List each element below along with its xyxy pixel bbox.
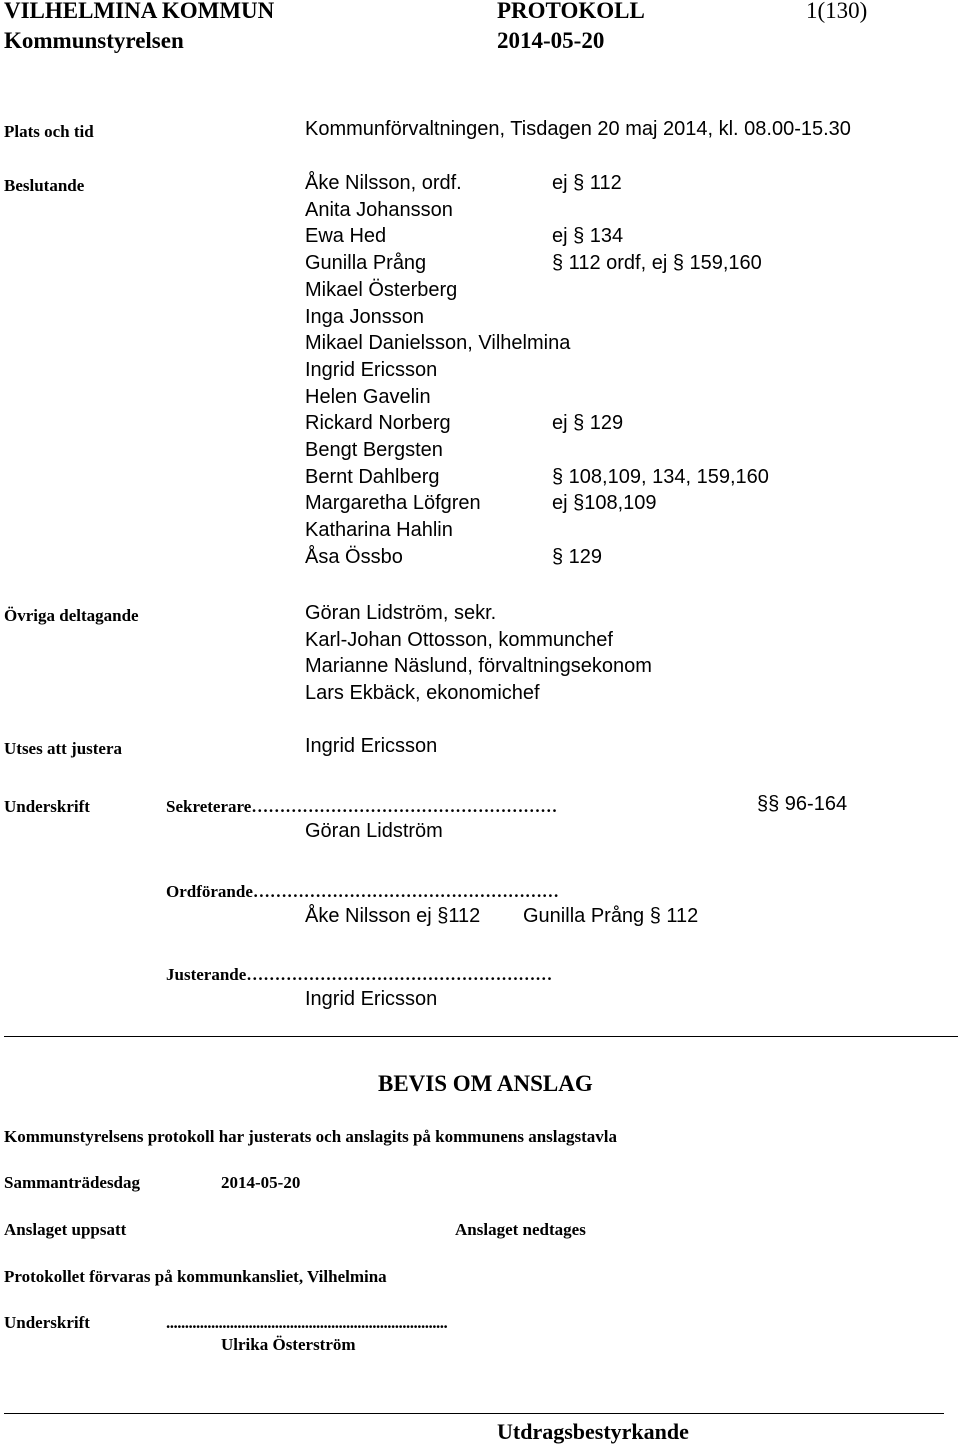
ovriga-member: Göran Lidström, sekr. — [305, 602, 497, 624]
sekreterare-line: Sekreterare……………………………………………… — [166, 797, 558, 816]
beslutande-name: Gunilla Prång — [305, 252, 427, 275]
ovriga-label: Övriga deltagande — [4, 606, 139, 625]
ordforande-line: Ordförande……………………………………………… — [166, 882, 559, 901]
beslutande-name: Rickard Norberg — [305, 412, 451, 435]
beslutande-note: § 129 — [552, 545, 603, 568]
forvaras-text: Protokollet förvaras på kommunkansliet, Vilhelmina — [4, 1267, 387, 1286]
sammantradesdag-value: 2014-05-20 — [221, 1173, 301, 1192]
anslag-statement: Kommunstyrelsens protokoll har justerats och anslagits på kommunens anslagstavla — [4, 1127, 618, 1146]
beslutande-name: Bernt Dahlberg — [305, 465, 440, 488]
ordforande-name-2: Gunilla Prång § 112 — [523, 905, 699, 927]
divider-line — [4, 1036, 958, 1037]
beslutande-name: Mikael Danielsson, Vilhelmina — [305, 332, 571, 355]
footer-divider-line — [4, 1413, 944, 1414]
beslutande-note: § 112 ordf, ej § 159,160 — [552, 252, 762, 275]
beslutande-note: ej § 134 — [552, 225, 624, 248]
beslutande-name: Åke Nilsson, ordf. — [305, 172, 462, 194]
place-label: Plats och tid — [4, 122, 94, 141]
beslutande-note: § 108,109, 134, 159,160 — [552, 465, 769, 488]
document-date: 2014-05-20 — [497, 28, 605, 53]
beslutande-note: ej § 129 — [552, 412, 624, 435]
document-type: PROTOKOLL — [497, 0, 645, 23]
beslutande-name: Anita Johansson — [305, 198, 453, 221]
justera-value: Ingrid Ericsson — [305, 735, 438, 757]
anslaget-uppsatt-label: Anslaget uppsatt — [4, 1220, 127, 1239]
beslutande-note: ej § 112 — [552, 172, 622, 194]
ordforande-name-1: Åke Nilsson ej §112 — [305, 905, 481, 927]
anslag-underskrift-label: Underskrift — [4, 1313, 90, 1332]
place-value: Kommunförvaltningen, Tisdagen 20 maj 2014, kl. 08.00-15.30 — [305, 118, 851, 140]
anslag-underskrift-name: Ulrika Österström — [221, 1335, 356, 1354]
ovriga-member: Lars Ekbäck, ekonomichef — [305, 681, 540, 704]
justera-label: Utses att justera — [4, 739, 123, 758]
beslutande-name: Katharina Hahlin — [305, 519, 453, 542]
sekreterare-sections: §§ 96-164 — [757, 793, 848, 815]
anslag-title: BEVIS OM ANSLAG — [378, 1071, 593, 1096]
beslutande-name: Ewa Hed — [305, 225, 387, 248]
beslutande-note: ej §108,109 — [552, 492, 657, 515]
justerande-line: Justerande……………………………………………… — [166, 965, 553, 984]
underskrift-label: Underskrift — [4, 797, 90, 816]
page-number: 1(130) — [806, 0, 868, 23]
beslutande-name: Mikael Österberg — [305, 278, 458, 301]
sekreterare-name: Göran Lidström — [305, 820, 443, 842]
beslutande-name: Helen Gavelin — [305, 385, 431, 408]
beslutande-name: Bengt Bergsten — [305, 439, 443, 461]
beslutande-label: Beslutande — [4, 176, 85, 195]
org-name: VILHELMINA KOMMUN — [4, 0, 275, 23]
beslutande-name: Margaretha Löfgren — [305, 492, 481, 515]
utdragsbestyrkande-title: Utdragsbestyrkande — [497, 1419, 689, 1444]
beslutande-name: Inga Jonsson — [305, 305, 424, 328]
body-name: Kommunstyrelsen — [4, 28, 184, 53]
anslaget-nedtages-label: Anslaget nedtages — [455, 1220, 586, 1239]
ovriga-member: Karl-Johan Ottosson, kommunchef — [305, 628, 613, 651]
beslutande-name: Åsa Össbo — [305, 545, 403, 568]
justerande-name: Ingrid Ericsson — [305, 988, 438, 1010]
beslutande-name: Ingrid Ericsson — [305, 358, 438, 381]
sammantradesdag-label: Sammanträdesdag — [4, 1173, 141, 1192]
anslag-underskrift-dots: ........................................................................... — [166, 1313, 448, 1332]
ovriga-member: Marianne Näslund, förvaltningsekonom — [305, 655, 652, 677]
